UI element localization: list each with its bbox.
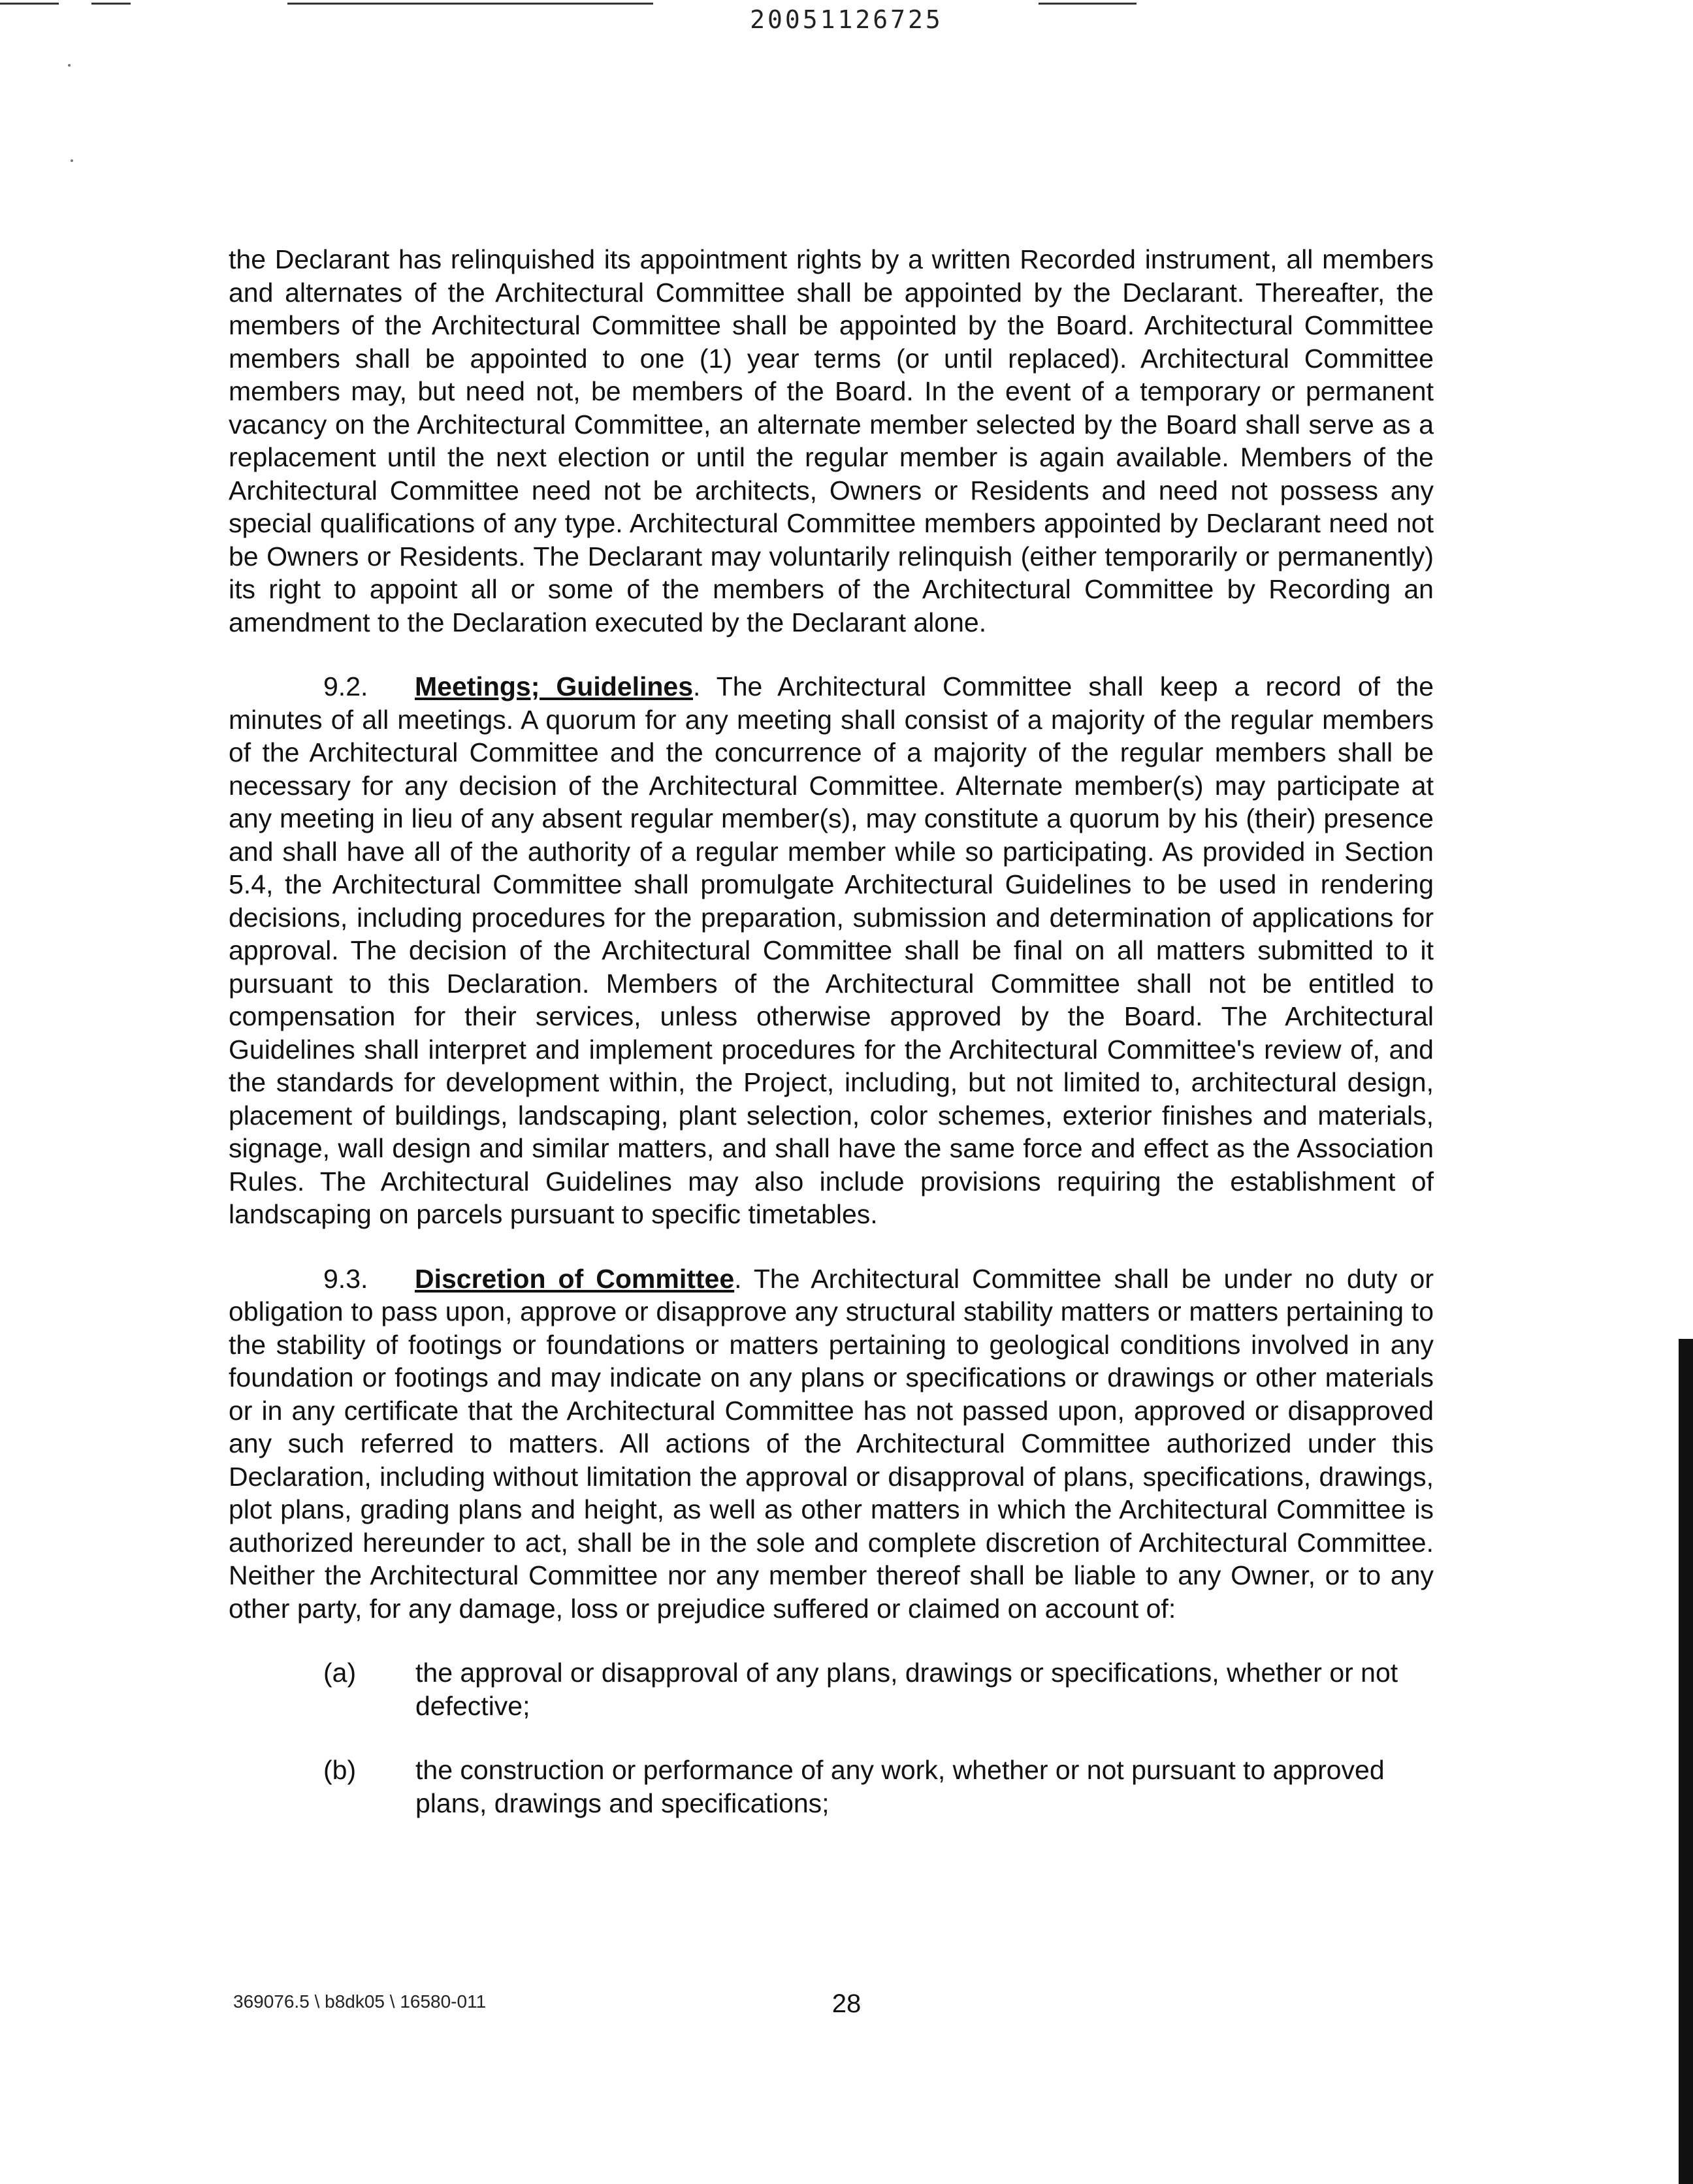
- list-item-b: [229, 1754, 1434, 1820]
- section-number: 9.2.: [323, 671, 368, 701]
- scan-speck: [68, 64, 71, 67]
- section-number: 9.3.: [323, 1263, 368, 1294]
- list-item-text: the construction or performance of any work, whether or not pursuant to approved plans, drawings and specifications;: [415, 1755, 1385, 1818]
- opening-paragraph: the Declarant has relinquished its appointment rights by a written Recorded instrument, all members and alternates of the Architectural Committee shall be appointed by the Declarant. Thereafter, the members of the Architectural Committee shall be appointed by the Board. Architectural Committee members shall be appointed to one (1) year terms (or until replaced). Architectural Committee members may, but need not, be members of the Board. In the event of a temporary or permanent vacancy on the Architectural Committee, an alternate member selected by the Board shall serve as a replacement until the next election or until the regular member is again available. Members of the Architectural Committee need not be architects, Owners or Residents and need not possess any special qualifications of any type. Architectural Committee members appointed by Declarant need not be Owners or Residents. The Declarant may voluntarily relinquish (either temporarily or permanently) its right to appoint all or some of the members of the Architectural Committee by Recording an amendment to the Declaration executed by the Declarant alone.: [229, 244, 1434, 637]
- document-number: 20051126725: [750, 5, 943, 34]
- section-text: . The Architectural Committee shall be under no duty or obligation to pass upon, approve or disapprove any structural stability matters or matters pertaining to the stability of footings or foundations or matters pertaining to geological conditions involved in any foundation or footings and may indicate on any plans or specifications or drawings or other materials or in any certificate that the Architectural Committee has not passed upon, approved or disapproved any such referred to matters. All actions of the Architectural Committee authorized under this Declaration, including without limitation the approval or disapproval of plans, specifications, drawings, plot plans, grading plans and height, as well as other matters in which the Architectural Committee is authorized hereunder to act, shall be in the sole and complete discretion of Architectural Committee. Neither the Architectural Committee nor any member thereof shall be liable to any Owner, or to any other party, for any damage, loss or prejudice suffered or claimed on account of:: [229, 1263, 1434, 1624]
- section-text: . The Architectural Committee shall keep a record of the minutes of all meetings. A quorum for any meeting shall consist of a majority of the regular members of the Architectural Committee and the concurrence of a majority of the regular members shall be necessary for any decision of the Architectural Committee. Alternate member(s) may participate at any meeting in lieu of any absent regular member(s), may constitute a quorum by his (their) presence and shall have all of the authority of a regular member while so participating. As provided in Section 5.4, the Architectural Committee shall promulgate Architectural Guidelines to be used in rendering decisions, including procedures for the preparation, submission and determination of applications for approval. The decision of the Architectural Committee shall be final on all matters submitted to it pursuant to this Declaration. Members of the Architectural Committee shall not be entitled to compensation for their services, unless otherwise approved by the Board. The Architectural Guidelines shall interpret and implement procedures for the Architectural Committee's review of, and the standards for development within, the Project, including, but not limited to, architectural design, placement of buildings, landscaping, plant selection, color schemes, exterior finishes and materials, signage, wall design and similar matters, and shall have the same force and effect as the Association Rules. The Architectural Guidelines may also include provisions requiring the establishment of landscaping on parcels pursuant to specific timetables.: [229, 671, 1434, 1229]
- section-title: Discretion of Committee: [415, 1263, 735, 1294]
- list-item-a: [229, 1656, 1434, 1722]
- footer-reference: 369076.5 \ b8dk05 \ 16580-011: [233, 1991, 487, 2012]
- scan-mark-top: [1039, 3, 1137, 5]
- scan-edge-shadow: [1679, 1339, 1693, 2184]
- list-item-label: (b): [323, 1755, 357, 1785]
- list-item-text: the approval or disapproval of any plans, drawings or specifications, whether or not defective;: [415, 1658, 1398, 1721]
- scan-mark-top: [287, 3, 653, 5]
- section-title: Meetings; Guidelines: [415, 671, 694, 701]
- document-body: [229, 243, 1434, 1820]
- scan-speck: [71, 159, 73, 162]
- scan-mark-top: [91, 3, 131, 5]
- page-number: 28: [831, 1989, 862, 2018]
- list-item-label: (a): [323, 1658, 357, 1688]
- section-9-3: [229, 1262, 1434, 1626]
- scan-mark-top: [0, 3, 59, 5]
- section-9-2: [229, 670, 1434, 1231]
